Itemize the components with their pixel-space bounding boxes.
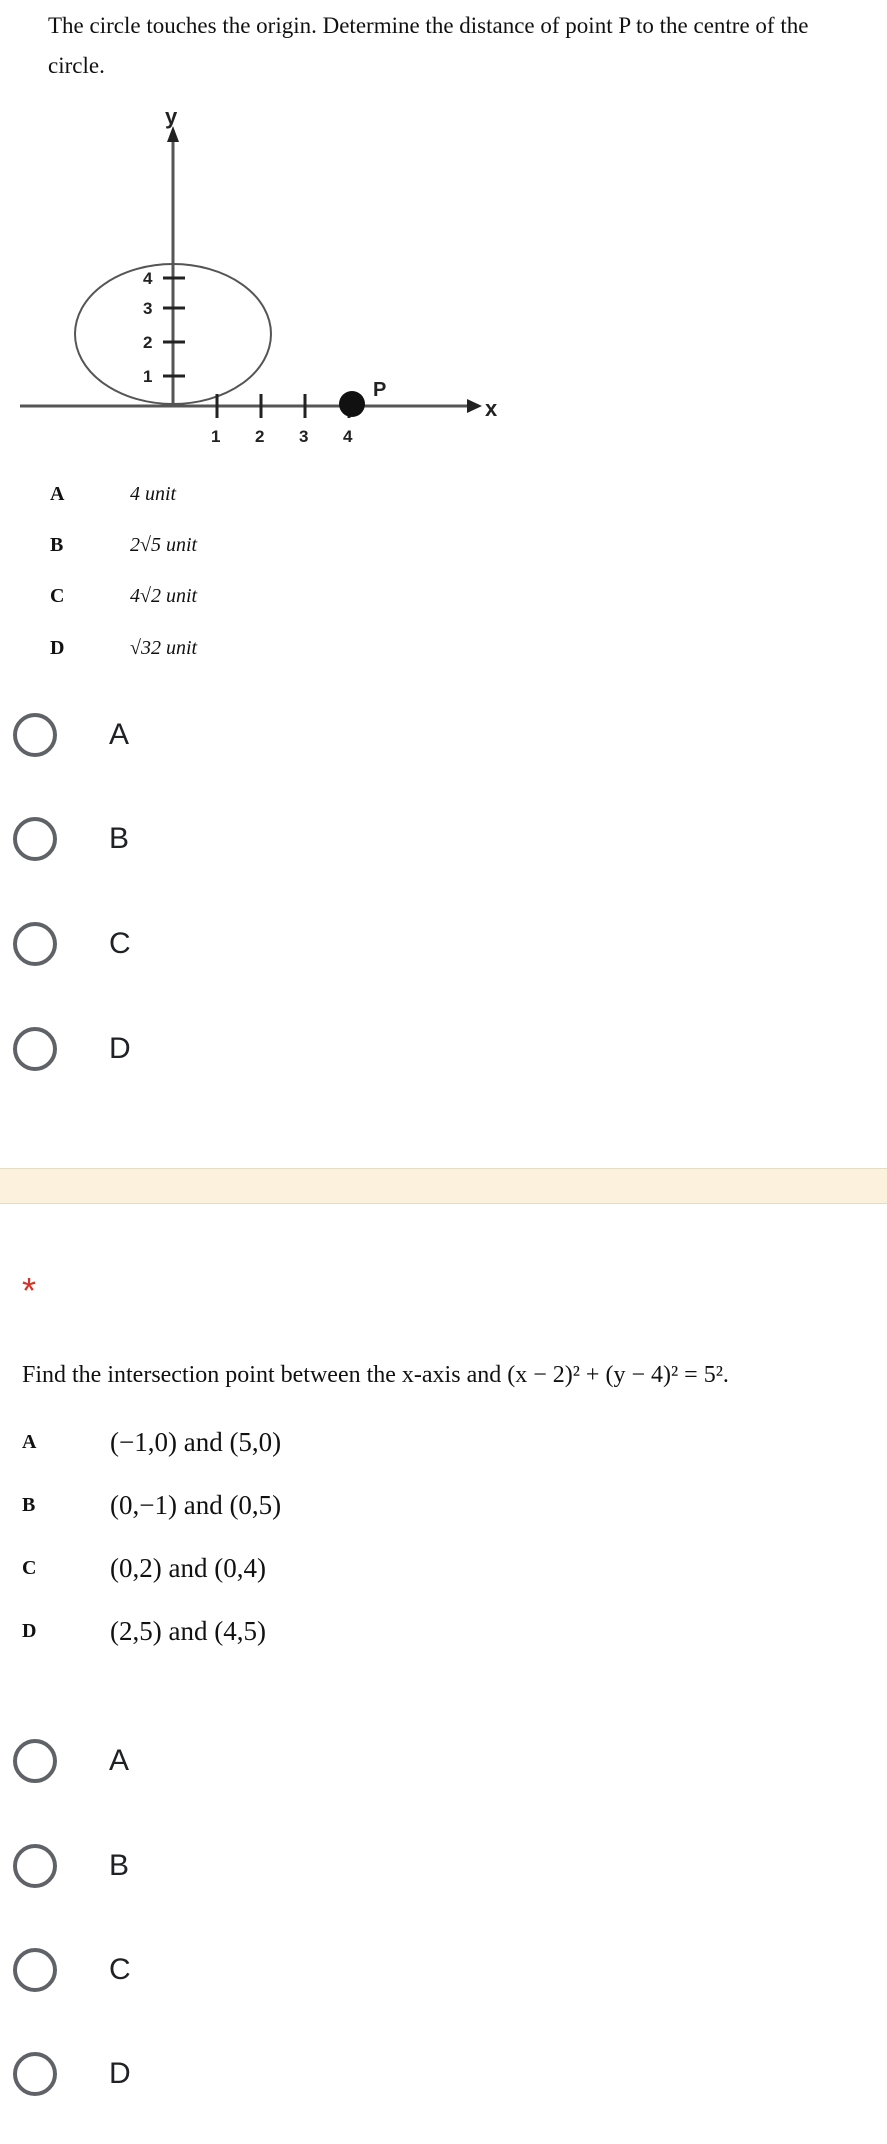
x-tick-2: 2: [255, 427, 265, 446]
option-value: 4 unit: [130, 482, 177, 505]
point-p: [339, 391, 365, 417]
circle-diagram: [15, 108, 515, 468]
q2-choice-c[interactable]: [13, 1942, 131, 1998]
x-axis-arrow: [467, 399, 482, 413]
radio-button[interactable]: [13, 1844, 57, 1888]
q2-option-a: [22, 1420, 281, 1464]
radio-button[interactable]: [13, 1739, 57, 1783]
radio-button[interactable]: [13, 2052, 57, 2096]
radio-button[interactable]: [13, 922, 57, 966]
q2-choice-b[interactable]: [13, 1838, 129, 1894]
radio-button[interactable]: [13, 713, 57, 757]
section-divider: [0, 1168, 887, 1204]
q2-option-d: [22, 1609, 266, 1653]
choice-label: D: [109, 1032, 131, 1065]
q1-option-a: [50, 474, 176, 514]
y-axis-label: y: [165, 108, 178, 129]
q1-choice-b[interactable]: [13, 811, 129, 867]
x-tick-3: 3: [299, 427, 309, 446]
question-1-text: The circle touches the origin. Determine the distance of point P to the centre of the circle.: [48, 13, 809, 78]
option-value: (−1,0) and (5,0): [110, 1426, 282, 1457]
choice-label: B: [109, 822, 130, 855]
choice-label: B: [109, 1849, 130, 1882]
question-2-prefix: Find the intersection point between the x-axis and: [22, 1362, 502, 1388]
option-value: 2√5 unit: [130, 533, 198, 556]
y-tick-2: 2: [143, 333, 153, 352]
option-value: √32 unit: [130, 636, 198, 659]
option-value: 4√2 unit: [130, 584, 198, 607]
option-letter: C: [22, 1556, 37, 1579]
x-tick-1: 1: [211, 427, 221, 446]
y-tick-3: 3: [143, 299, 153, 318]
y-tick-1: 1: [143, 367, 153, 386]
option-letter: C: [50, 584, 65, 607]
option-value: (0,−1) and (0,5): [110, 1489, 282, 1520]
option-letter: B: [50, 533, 64, 556]
question-2-text: [22, 1362, 882, 1389]
choice-label: D: [109, 2057, 131, 2090]
choice-label: A: [109, 718, 130, 751]
option-letter: A: [50, 482, 65, 505]
q1-option-d: [50, 628, 197, 668]
choice-label: A: [109, 1744, 130, 1777]
radio-button[interactable]: [13, 817, 57, 861]
option-value: (0,2) and (0,4): [110, 1552, 266, 1583]
point-p-label: P: [373, 379, 387, 401]
q1-choice-a[interactable]: [13, 707, 129, 763]
option-letter: D: [22, 1619, 37, 1642]
q2-choice-d[interactable]: [13, 2046, 131, 2102]
radio-button[interactable]: [13, 1948, 57, 1992]
option-letter: D: [50, 636, 65, 659]
choice-label: C: [109, 927, 131, 960]
y-tick-4: 4: [143, 269, 153, 288]
x-tick-4: 4: [343, 427, 353, 446]
choice-label: C: [109, 1953, 131, 1986]
option-letter: B: [22, 1493, 36, 1516]
q1-choice-d[interactable]: [13, 1021, 131, 1077]
q2-option-b: [22, 1483, 281, 1527]
q2-choice-a[interactable]: [13, 1733, 129, 1789]
question-2-equation: (x − 2)² + (y − 4)² = 5².: [507, 1362, 729, 1388]
radio-button[interactable]: [13, 1027, 57, 1071]
q1-option-c: [50, 576, 197, 616]
x-axis-label: x: [485, 396, 498, 421]
q1-choice-c[interactable]: [13, 916, 131, 972]
q2-option-c: [22, 1546, 266, 1590]
option-value: (2,5) and (4,5): [110, 1615, 266, 1646]
q1-option-b: [50, 525, 197, 565]
required-asterisk: *: [22, 1270, 37, 1311]
option-letter: A: [22, 1430, 37, 1453]
